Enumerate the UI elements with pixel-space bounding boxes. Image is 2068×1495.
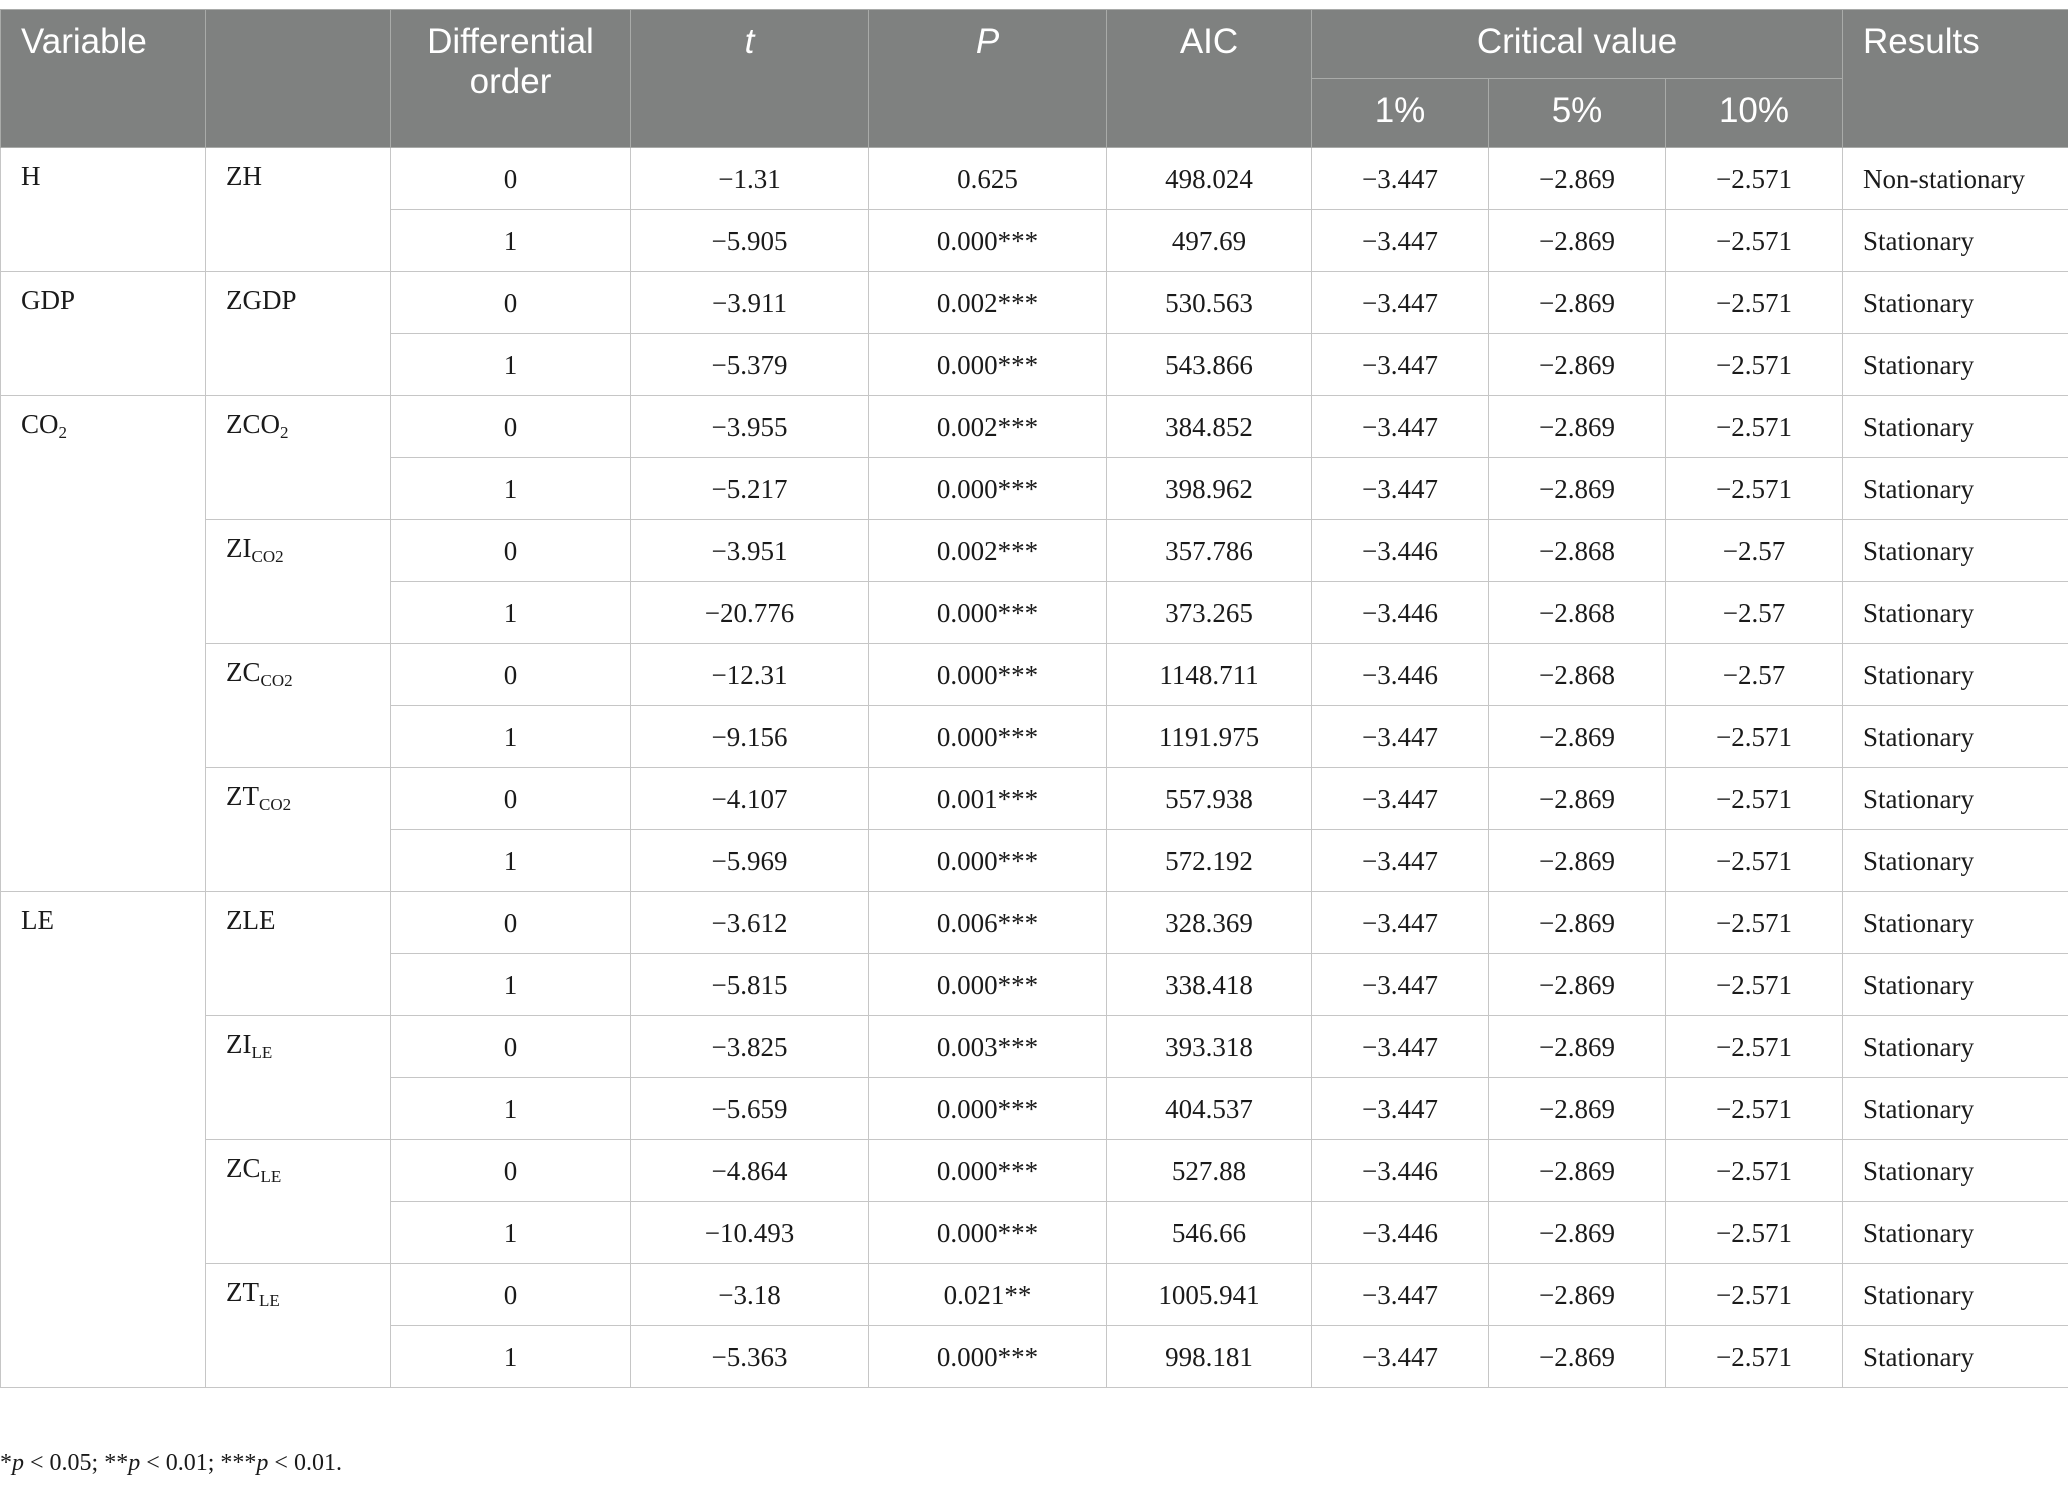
footnote-p-3: p	[256, 1450, 269, 1476]
result-cell: Stationary	[1843, 1326, 2068, 1388]
result-cell: Stationary	[1843, 396, 2068, 458]
aic-cell: 404.537	[1107, 1078, 1312, 1140]
t-stat-cell: −5.969	[631, 830, 869, 892]
symbol-label: ZH	[226, 161, 262, 191]
symbol-label: ZT	[226, 781, 259, 811]
cv-5pct-cell: −2.869	[1489, 334, 1666, 396]
cv-5pct-cell: −2.869	[1489, 1202, 1666, 1264]
aic-cell: 557.938	[1107, 768, 1312, 830]
cv-5pct-cell: −2.869	[1489, 830, 1666, 892]
cv-1pct-cell: −3.447	[1312, 1264, 1489, 1326]
differential-order-cell: 0	[391, 892, 631, 954]
aic-cell: 1191.975	[1107, 706, 1312, 768]
differential-order-cell: 1	[391, 1326, 631, 1388]
cv-1pct-cell: −3.446	[1312, 1140, 1489, 1202]
symbol-label: ZI	[226, 533, 252, 563]
header-cv-5pct: 5%	[1489, 79, 1666, 148]
p-value-cell: 0.000***	[869, 830, 1107, 892]
cv-1pct-cell: −3.447	[1312, 706, 1489, 768]
differential-order-cell: 0	[391, 396, 631, 458]
cv-1pct-cell: −3.447	[1312, 1326, 1489, 1388]
p-value-cell: 0.000***	[869, 1326, 1107, 1388]
aic-cell: 998.181	[1107, 1326, 1312, 1388]
result-cell: Stationary	[1843, 520, 2068, 582]
aic-cell: 398.962	[1107, 458, 1312, 520]
cv-10pct-cell: −2.571	[1666, 706, 1843, 768]
variable-subscript: 2	[58, 423, 68, 442]
t-stat-cell: −5.379	[631, 334, 869, 396]
p-value-cell: 0.006***	[869, 892, 1107, 954]
cv-5pct-cell: −2.868	[1489, 520, 1666, 582]
p-value-cell: 0.021**	[869, 1264, 1107, 1326]
result-cell: Stationary	[1843, 644, 2068, 706]
result-cell: Non-stationary	[1843, 148, 2068, 210]
aic-cell: 543.866	[1107, 334, 1312, 396]
table-header	[1, 10, 2068, 148]
header-differential-order: Differential order	[391, 10, 631, 148]
cv-1pct-cell: −3.447	[1312, 396, 1489, 458]
t-stat-cell: −3.955	[631, 396, 869, 458]
symbol-cell	[206, 892, 391, 1016]
symbol-subscript: LE	[251, 1043, 273, 1062]
differential-order-cell: 1	[391, 1078, 631, 1140]
cv-10pct-cell: −2.571	[1666, 334, 1843, 396]
cv-1pct-cell: −3.447	[1312, 954, 1489, 1016]
result-cell: Stationary	[1843, 768, 2068, 830]
cv-1pct-cell: −3.447	[1312, 272, 1489, 334]
p-value-cell: 0.000***	[869, 644, 1107, 706]
p-value-cell: 0.001***	[869, 768, 1107, 830]
cv-1pct-cell: −3.447	[1312, 458, 1489, 520]
cv-1pct-cell: −3.447	[1312, 1078, 1489, 1140]
symbol-cell	[206, 768, 391, 892]
aic-cell: 497.69	[1107, 210, 1312, 272]
header-p: P	[869, 10, 1107, 148]
cv-10pct-cell: −2.571	[1666, 1326, 1843, 1388]
table-row	[1, 768, 2068, 830]
symbol-cell	[206, 148, 391, 272]
result-cell: Stationary	[1843, 210, 2068, 272]
symbol-cell	[206, 272, 391, 396]
table-row	[1, 1264, 2068, 1326]
cv-1pct-cell: −3.447	[1312, 334, 1489, 396]
symbol-label: ZT	[226, 1277, 259, 1307]
differential-order-cell: 1	[391, 706, 631, 768]
cv-10pct-cell: −2.571	[1666, 272, 1843, 334]
aic-cell: 328.369	[1107, 892, 1312, 954]
variable-label: LE	[21, 905, 54, 935]
result-cell: Stationary	[1843, 1264, 2068, 1326]
t-stat-cell: −3.612	[631, 892, 869, 954]
symbol-label: ZC	[226, 1153, 261, 1183]
cv-5pct-cell: −2.869	[1489, 706, 1666, 768]
cv-1pct-cell: −3.447	[1312, 830, 1489, 892]
table-row	[1, 1140, 2068, 1202]
result-cell: Stationary	[1843, 1140, 2068, 1202]
differential-order-cell: 1	[391, 582, 631, 644]
t-stat-cell: −5.815	[631, 954, 869, 1016]
differential-order-cell: 0	[391, 148, 631, 210]
cv-5pct-cell: −2.869	[1489, 1264, 1666, 1326]
symbol-cell	[206, 1016, 391, 1140]
variable-cell	[1, 148, 206, 272]
p-value-cell: 0.000***	[869, 334, 1107, 396]
differential-order-cell: 0	[391, 520, 631, 582]
result-cell: Stationary	[1843, 272, 2068, 334]
footnote-text-1: < 0.05; **	[24, 1450, 129, 1476]
result-cell: Stationary	[1843, 1016, 2068, 1078]
cv-10pct-cell: −2.571	[1666, 210, 1843, 272]
cv-10pct-cell: −2.571	[1666, 1016, 1843, 1078]
symbol-subscript: CO2	[259, 795, 292, 814]
cv-10pct-cell: −2.571	[1666, 396, 1843, 458]
table-row	[1, 892, 2068, 954]
cv-10pct-cell: −2.571	[1666, 148, 1843, 210]
differential-order-cell: 0	[391, 768, 631, 830]
header-cv-1pct: 1%	[1312, 79, 1489, 148]
cv-5pct-cell: −2.869	[1489, 1140, 1666, 1202]
cv-5pct-cell: −2.869	[1489, 892, 1666, 954]
cv-5pct-cell: −2.868	[1489, 582, 1666, 644]
cv-1pct-cell: −3.446	[1312, 1202, 1489, 1264]
differential-order-cell: 1	[391, 334, 631, 396]
differential-order-cell: 0	[391, 1016, 631, 1078]
t-stat-cell: −5.363	[631, 1326, 869, 1388]
cv-5pct-cell: −2.869	[1489, 458, 1666, 520]
aic-cell: 338.418	[1107, 954, 1312, 1016]
cv-10pct-cell: −2.57	[1666, 582, 1843, 644]
differential-order-cell: 1	[391, 210, 631, 272]
t-stat-cell: −9.156	[631, 706, 869, 768]
p-value-cell: 0.002***	[869, 520, 1107, 582]
p-value-cell: 0.000***	[869, 1140, 1107, 1202]
cv-5pct-cell: −2.869	[1489, 396, 1666, 458]
cv-10pct-cell: −2.57	[1666, 520, 1843, 582]
differential-order-cell: 1	[391, 458, 631, 520]
differential-order-cell: 0	[391, 1140, 631, 1202]
table-row	[1, 396, 2068, 458]
variable-cell	[1, 396, 206, 892]
variable-label: GDP	[21, 285, 76, 315]
t-stat-cell: −20.776	[631, 582, 869, 644]
p-value-cell: 0.000***	[869, 458, 1107, 520]
symbol-subscript: 2	[280, 423, 289, 442]
symbol-cell	[206, 644, 391, 768]
result-cell: Stationary	[1843, 334, 2068, 396]
aic-cell: 546.66	[1107, 1202, 1312, 1264]
table-body	[1, 148, 2068, 1388]
aic-cell: 1148.711	[1107, 644, 1312, 706]
symbol-cell	[206, 1264, 391, 1388]
t-stat-cell: −5.905	[631, 210, 869, 272]
aic-cell: 384.852	[1107, 396, 1312, 458]
cv-5pct-cell: −2.869	[1489, 954, 1666, 1016]
t-stat-cell: −3.18	[631, 1264, 869, 1326]
result-cell: Stationary	[1843, 458, 2068, 520]
symbol-label: ZLE	[226, 905, 276, 935]
cv-10pct-cell: −2.57	[1666, 644, 1843, 706]
cv-1pct-cell: −3.447	[1312, 892, 1489, 954]
p-value-cell: 0.625	[869, 148, 1107, 210]
aic-cell: 527.88	[1107, 1140, 1312, 1202]
symbol-label: ZGDP	[226, 285, 297, 315]
symbol-subscript: CO2	[260, 671, 293, 690]
differential-order-cell: 0	[391, 644, 631, 706]
cv-10pct-cell: −2.571	[1666, 1140, 1843, 1202]
t-stat-cell: −10.493	[631, 1202, 869, 1264]
result-cell: Stationary	[1843, 1202, 2068, 1264]
header-blank	[206, 10, 391, 148]
footnote-p-1: p	[12, 1450, 24, 1476]
symbol-subscript: LE	[259, 1291, 280, 1310]
cv-10pct-cell: −2.571	[1666, 1202, 1843, 1264]
header-cv-10pct: 10%	[1666, 79, 1843, 148]
footnote	[0, 1450, 342, 1477]
cv-10pct-cell: −2.571	[1666, 458, 1843, 520]
variable-label: H	[21, 161, 41, 191]
table-row	[1, 272, 2068, 334]
table-row	[1, 644, 2068, 706]
p-value-cell: 0.002***	[869, 272, 1107, 334]
table-row	[1, 1016, 2068, 1078]
cv-5pct-cell: −2.869	[1489, 768, 1666, 830]
p-value-cell: 0.002***	[869, 396, 1107, 458]
cv-10pct-cell: −2.571	[1666, 768, 1843, 830]
cv-1pct-cell: −3.446	[1312, 582, 1489, 644]
aic-cell: 572.192	[1107, 830, 1312, 892]
symbol-label: ZC	[226, 657, 261, 687]
t-stat-cell: −1.31	[631, 148, 869, 210]
cv-5pct-cell: −2.869	[1489, 210, 1666, 272]
header-variable: Variable	[1, 10, 206, 148]
cv-1pct-cell: −3.447	[1312, 148, 1489, 210]
differential-order-cell: 0	[391, 272, 631, 334]
result-cell: Stationary	[1843, 830, 2068, 892]
aic-cell: 357.786	[1107, 520, 1312, 582]
t-stat-cell: −5.659	[631, 1078, 869, 1140]
symbol-subscript: LE	[260, 1167, 282, 1186]
unit-root-test-table	[0, 9, 2068, 1388]
footnote-text-2: < 0.01; ***	[140, 1450, 257, 1476]
t-stat-cell: −3.825	[631, 1016, 869, 1078]
cv-10pct-cell: −2.571	[1666, 1264, 1843, 1326]
result-cell: Stationary	[1843, 1078, 2068, 1140]
cv-1pct-cell: −3.447	[1312, 210, 1489, 272]
aic-cell: 498.024	[1107, 148, 1312, 210]
result-cell: Stationary	[1843, 706, 2068, 768]
t-stat-cell: −3.911	[631, 272, 869, 334]
footnote-p-2: p	[128, 1450, 141, 1476]
p-value-cell: 0.000***	[869, 1202, 1107, 1264]
aic-cell: 530.563	[1107, 272, 1312, 334]
t-stat-cell: −5.217	[631, 458, 869, 520]
cv-5pct-cell: −2.869	[1489, 1016, 1666, 1078]
cv-5pct-cell: −2.869	[1489, 148, 1666, 210]
cv-10pct-cell: −2.571	[1666, 954, 1843, 1016]
cv-5pct-cell: −2.869	[1489, 1326, 1666, 1388]
symbol-cell	[206, 520, 391, 644]
footnote-text-3: < 0.01.	[268, 1450, 342, 1476]
t-stat-cell: −12.31	[631, 644, 869, 706]
cv-1pct-cell: −3.447	[1312, 768, 1489, 830]
cv-10pct-cell: −2.571	[1666, 892, 1843, 954]
t-stat-cell: −4.864	[631, 1140, 869, 1202]
aic-cell: 1005.941	[1107, 1264, 1312, 1326]
cv-1pct-cell: −3.446	[1312, 520, 1489, 582]
p-value-cell: 0.000***	[869, 954, 1107, 1016]
cv-1pct-cell: −3.447	[1312, 1016, 1489, 1078]
aic-cell: 393.318	[1107, 1016, 1312, 1078]
header-t: t	[631, 10, 869, 148]
variable-cell	[1, 892, 206, 1388]
symbol-cell	[206, 1140, 391, 1264]
symbol-label: ZCO	[226, 409, 280, 439]
p-value-cell: 0.000***	[869, 1078, 1107, 1140]
cv-10pct-cell: −2.571	[1666, 830, 1843, 892]
header-aic: AIC	[1107, 10, 1312, 148]
variable-cell	[1, 272, 206, 396]
t-stat-cell: −4.107	[631, 768, 869, 830]
footnote-star-1: *	[0, 1450, 12, 1476]
p-value-cell: 0.003***	[869, 1016, 1107, 1078]
t-stat-cell: −3.951	[631, 520, 869, 582]
variable-label: CO	[21, 409, 59, 439]
cv-5pct-cell: −2.868	[1489, 644, 1666, 706]
header-critical-value: Critical value	[1312, 10, 1843, 79]
p-value-cell: 0.000***	[869, 582, 1107, 644]
header-results: Results	[1843, 10, 2068, 148]
differential-order-cell: 0	[391, 1264, 631, 1326]
aic-cell: 373.265	[1107, 582, 1312, 644]
cv-5pct-cell: −2.869	[1489, 1078, 1666, 1140]
differential-order-cell: 1	[391, 1202, 631, 1264]
result-cell: Stationary	[1843, 954, 2068, 1016]
differential-order-cell: 1	[391, 830, 631, 892]
cv-1pct-cell: −3.446	[1312, 644, 1489, 706]
table-row	[1, 520, 2068, 582]
p-value-cell: 0.000***	[869, 706, 1107, 768]
p-value-cell: 0.000***	[869, 210, 1107, 272]
differential-order-cell: 1	[391, 954, 631, 1016]
cv-10pct-cell: −2.571	[1666, 1078, 1843, 1140]
cv-5pct-cell: −2.869	[1489, 272, 1666, 334]
symbol-subscript: CO2	[251, 547, 284, 566]
result-cell: Stationary	[1843, 892, 2068, 954]
symbol-label: ZI	[226, 1029, 252, 1059]
symbol-cell	[206, 396, 391, 520]
table-row	[1, 148, 2068, 210]
result-cell: Stationary	[1843, 582, 2068, 644]
